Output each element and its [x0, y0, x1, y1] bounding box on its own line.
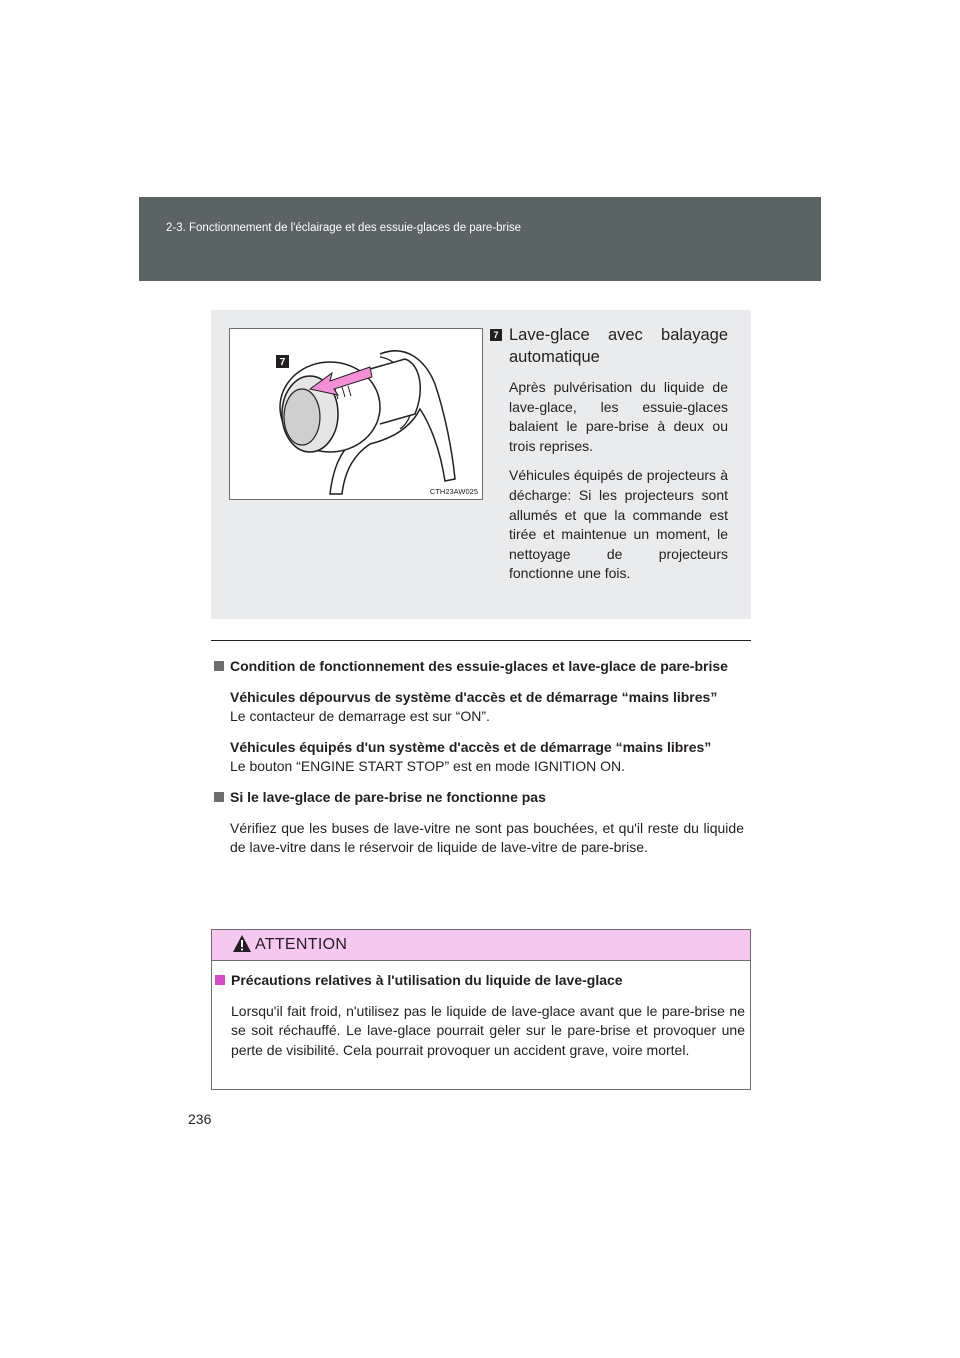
attention-body: Lorsqu'il fait froid, n'utilisez pas le liquide de lave-glace avant que le pare-brise ne se soit réchauffé. Le lave-glace pourrait geler sur le pare-brise et provoquer une perte de visibilité. Cela pourrait provoquer un accident grave, voire mortel.	[231, 1002, 745, 1058]
feature-para-2: Véhicules équipés de projecteurs à décharge: Si les projecteurs sont allumés et que la commande est tirée et maintenue un moment, le nettoyage de projecteurs fonctionne une fois.	[509, 467, 728, 582]
divider	[211, 640, 751, 641]
feature-box	[211, 310, 751, 619]
note-2-title: Si le lave-glace de pare-brise ne fonctionne pas	[214, 788, 744, 808]
attention-box	[211, 929, 751, 1090]
page-number: 236	[188, 1111, 212, 1127]
feature-description	[490, 324, 728, 584]
figure-code: CTH23AW025	[429, 487, 478, 496]
square-bullet-icon	[215, 975, 225, 985]
feature-title-line2: automatique	[509, 348, 600, 366]
callout-badge: 7	[490, 329, 502, 341]
feature-para-1: Après pulvérisation du liquide de lave-glace, les essuie-glaces balaient le pare-brise à deux ou trois reprises.	[509, 379, 728, 454]
section-title: 2-3. Fonctionnement de l'éclairage et des essuie-glaces de pare-brise	[166, 222, 522, 234]
note-1-body-1: Le contacteur de demarrage est sur “ON”.	[230, 708, 490, 725]
attention-header	[212, 930, 750, 961]
square-bullet-icon	[214, 661, 224, 671]
figure-wiper-lever	[229, 328, 483, 500]
note-1-subtitle-1: Véhicules dépourvus de système d'accès et de démarrage “mains libres”	[230, 688, 718, 705]
warning-triangle-icon	[232, 934, 252, 953]
note-1-body-2: Le bouton “ENGINE START STOP” est en mode IGNITION ON.	[230, 758, 625, 775]
attention-content	[215, 971, 745, 1060]
note-1-subtitle-2: Véhicules équipés d'un système d'accès et de démarrage “mains libres”	[230, 738, 712, 755]
figure-callout: 7	[279, 357, 286, 368]
square-bullet-icon	[214, 792, 224, 802]
note-2-body: Vérifiez que les buses de lave-vitre ne sont pas bouchées, et qu'il reste du liquide de lave-vitre dans le réservoir de liquide de lave-vitre de pare-brise.	[230, 819, 744, 856]
note-1-title: Condition de fonctionnement des essuie-glaces et lave-glace de pare-brise	[214, 657, 744, 677]
notes-section	[214, 657, 744, 858]
header-band	[139, 197, 821, 281]
wiper-lever-illustration	[230, 329, 482, 499]
attention-title: Précautions relatives à l'utilisation du liquide de lave-glace	[215, 971, 745, 991]
attention-label: ATTENTION	[255, 936, 348, 953]
feature-title-line1: Lave-glace avec balayage	[509, 326, 728, 344]
